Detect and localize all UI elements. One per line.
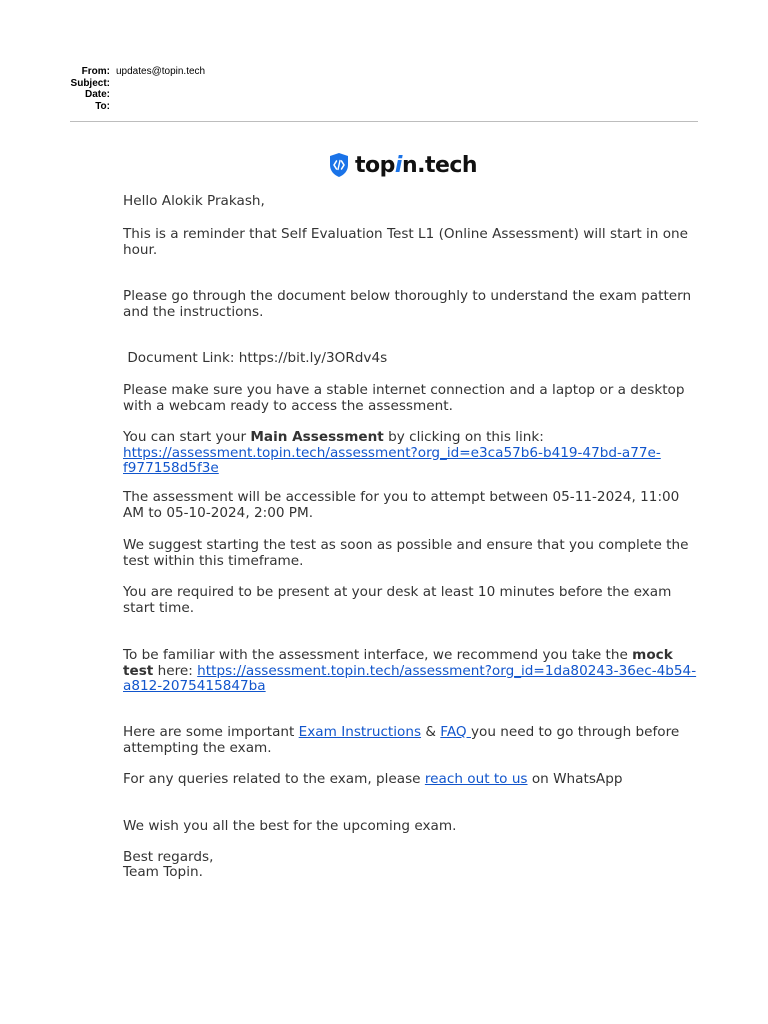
queries-prefix: For any queries related to the exam, please	[123, 771, 425, 787]
requirements-text: Please make sure you have a stable internet connection and a laptop or a desktop with a webcam ready to access the assessment.	[123, 382, 685, 414]
mock-paragraph	[123, 648, 698, 695]
mock-test-link[interactable]: https://assessment.topin.tech/assessment?org_id=1da80243-36ec-4b54-a812-2075415847ba	[123, 662, 697, 695]
instructions-paragraph	[123, 725, 698, 756]
document-link-text: Document Link: https://bit.ly/3ORdv4s	[123, 350, 388, 366]
email-header	[60, 66, 700, 112]
instructions-prefix: Here are some important	[123, 724, 299, 740]
logo-text-b: i	[394, 152, 402, 178]
start-paragraph	[123, 430, 698, 477]
start-suffix: by clicking on this link:	[383, 429, 544, 445]
instructions-suffix: you need to go through before attempting the exam.	[123, 724, 680, 756]
queries-paragraph	[123, 772, 698, 788]
to-label: To:	[95, 101, 110, 113]
faq-link[interactable]: FAQ	[440, 724, 471, 740]
main-assessment-link[interactable]: https://assessment.topin.tech/assessment?org_id=e3ca57b6-b419-47bd-a77e-f977158d5f3e	[123, 444, 661, 477]
exam-instructions-link[interactable]: Exam Instructions	[298, 724, 422, 740]
mock-test-label: mock test	[123, 647, 673, 679]
shield-code-icon	[329, 152, 349, 178]
start-prefix: You can start your	[123, 429, 251, 445]
logo-text-c: n.tech	[401, 152, 478, 178]
mock-prefix: To be familiar with the assessment interface, we recommend you take the	[123, 647, 633, 663]
from-value: updates@topin.tech	[116, 66, 206, 78]
topin-logo	[329, 152, 477, 178]
instructions-amp: &	[421, 724, 441, 740]
regards-text: Best regards,	[123, 849, 214, 865]
date-label: Date:	[84, 89, 110, 101]
header-divider	[70, 121, 698, 122]
greeting: Hello Alokik Prakash,	[123, 193, 265, 209]
reach-out-link[interactable]: reach out to us	[424, 771, 528, 787]
logo-text-a: top	[355, 152, 395, 178]
queries-suffix: on WhatsApp	[527, 771, 623, 787]
from-label: From:	[81, 66, 110, 78]
suggest-text: We suggest starting the test as soon as possible and ensure that you complete the test within this timeframe.	[123, 537, 689, 569]
team-signature: Team Topin.	[123, 864, 203, 880]
document-intro: Please go through the document below thoroughly to understand the exam pattern and the instructions.	[123, 288, 692, 320]
mock-mid: here:	[153, 662, 198, 679]
present-text: You are required to be present at your desk at least 10 minutes before the exam start time.	[123, 584, 672, 616]
window-text: The assessment will be accessible for you to attempt between 05-11-2024, 11:00 AM to 05-10-2024, 2:00 PM.	[123, 489, 680, 521]
subject-label: Subject:	[70, 77, 110, 89]
reminder-text: This is a reminder that Self Evaluation Test L1 (Online Assessment) will start in one hour.	[123, 226, 689, 258]
main-assessment-label: Main Assessment	[250, 429, 384, 445]
wish-text: We wish you all the best for the upcoming exam.	[123, 818, 457, 834]
logo-wordmark	[355, 153, 477, 178]
